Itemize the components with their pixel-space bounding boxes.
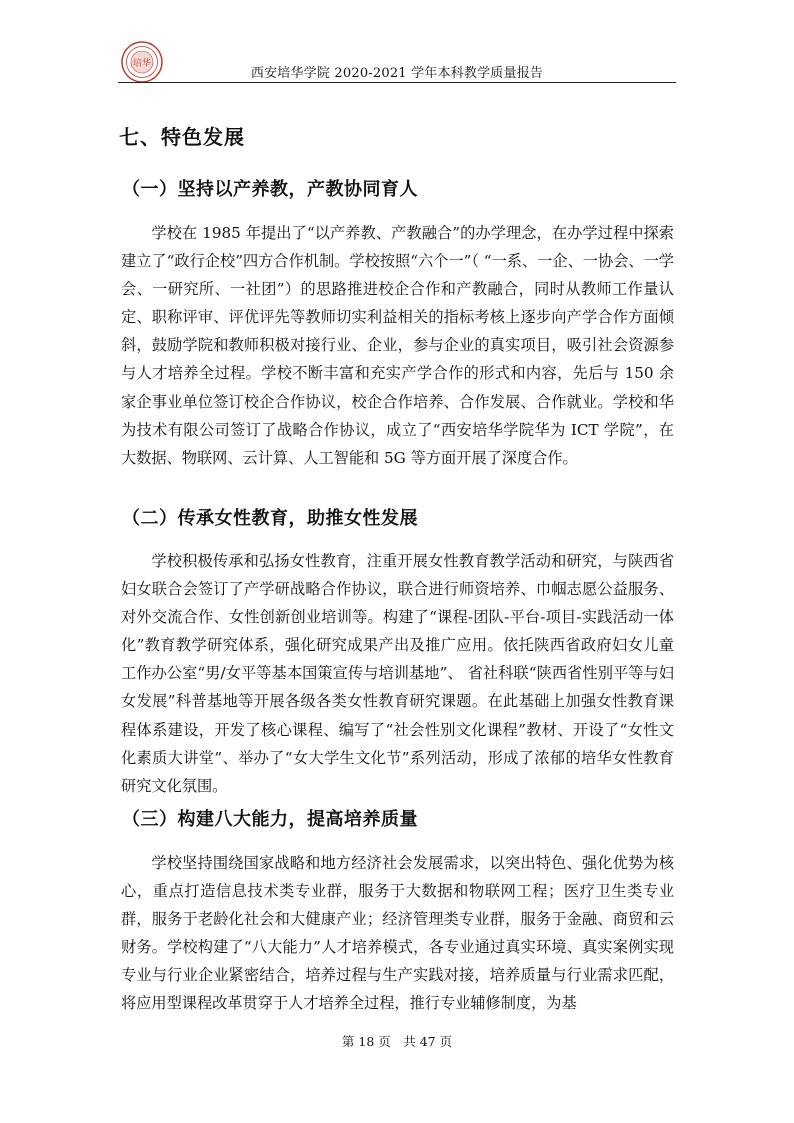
header-divider [118, 82, 676, 83]
header-title: 西安培华学院 2020-2021 学年本科教学质量报告 [250, 66, 544, 81]
subsection-heading-2: （二）传承女性教育，助推女性发展 [122, 508, 418, 529]
paragraph-2: 学校积极传承和弘扬女性教育，注重开展女性教育教学活动和研究，与陕西省妇女联合会签订了产学研战略合作协议，联合进行师资培养、巾帼志愿公益服务、对外交流合作、女性创新创业培训等。构建了“课程-团队-平台-项目-实践活动一体化”教育教学研究体系，强化研究成果产出及推广应用。依托陕西省政府妇女儿童工作办公室“男/女平等基本国策宣传与培训基地”、 省社科联“陕西省性别平等与妇女发展”科普基地等开展各级各类女性教育研究课题。在此基础上加强女性教育课程体系建设，开发了核心课程、编写了“社会性别文化课程”教材、开设了“女性文化素质大讲堂”、举办了“女大学生文化节”系列活动，形成了浓郁的培华女性教育研究文化氛围。 [121, 552, 674, 795]
section-heading: 七、特色发展 [119, 125, 245, 149]
subsection-heading-1: （一）坚持以产养教，产教协同育人 [122, 179, 418, 200]
paragraph-3: 学校坚持围绕国家战略和地方经济社会发展需求，以突出特色、强化优势为核心，重点打造信息技术类专业群，服务于大数据和物联网工程；医疗卫生类专业群，服务于老龄化社会和大健康产业；经济管理类专业群，服务于金融、商贸和云财务。学校构建了“八大能力”人才培养模式，各专业通过真实环境、真实案例实现专业与行业企业紧密结合，培养过程与生产实践对接，培养质量与行业需求匹配，将应用型课程改革贯穿于人才培养全过程，推行专业辅修制度，为基 [121, 854, 674, 1013]
subsection-heading-3: （三）构建八大能力，提高培养质量 [122, 809, 418, 830]
paragraph-1: 学校在 1985 年提出了“以产养教、产教融合”的办学理念，在办学过程中探索建立了“政行企校”四方合作机制。学校按照“六个一”（ “一系、一企、一协会、一学会、一研究所、一社团”）的思路推进校企合作和产教融合，同时从教师工作量认定、职称评审、评优评先等教师切实利益相关的指标考核上逐步向产学合作方面倾斜，鼓励学院和教师积极对接行业、企业，参与企业的真实项目，吸引社会资源参与人才培养全过程。学校不断丰富和充实产学合作的形式和内容，先后与 150 余家企事业单位签订校企合作协议，校企合作培养、合作发展、合作就业。学校和华为技术有限公司签订了战略合作协议，成立了“西安培华学院华为 ICT 学院”，在大数据、物联网、云计算、人工智能和 5G 等方面开展了深度合作。 [121, 224, 674, 467]
page-number: 第 18 页 共 47 页 [341, 1034, 453, 1049]
logo-text: 培华 [132, 59, 152, 69]
